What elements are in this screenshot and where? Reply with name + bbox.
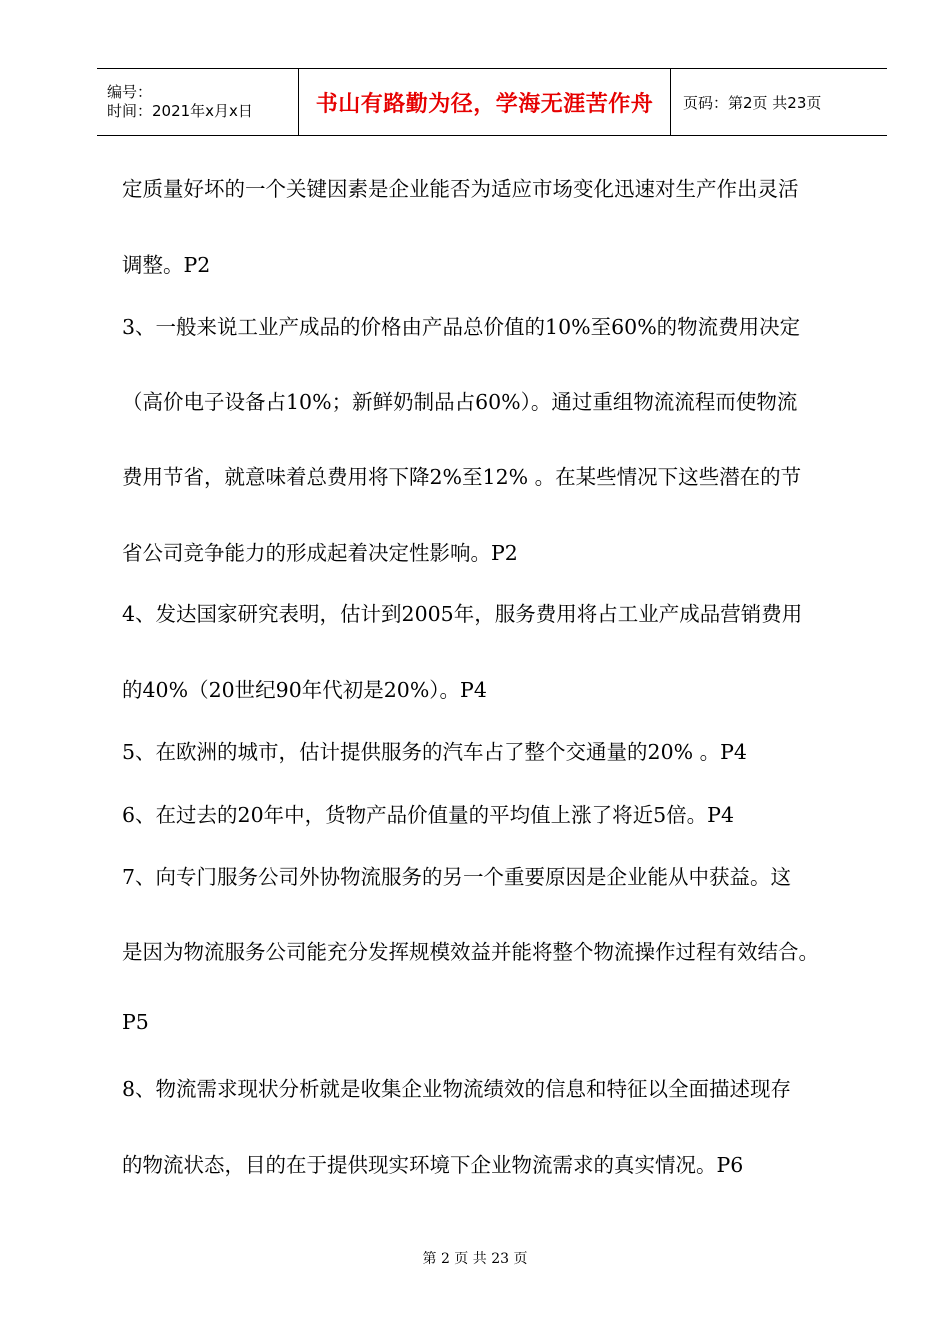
body-line: 是因为物流服务公司能充分发挥规模效益并能将整个物流操作过程有效结合。: [122, 940, 819, 964]
body-line: P5: [122, 1010, 149, 1034]
body-line: 5、在欧洲的城市，估计提供服务的汽车占了整个交通量的20% 。P4: [122, 740, 747, 764]
body-line: 3、一般来说工业产成品的价格由产品总价值的10%至60%的物流费用决定: [122, 315, 801, 339]
document-header: [97, 68, 887, 136]
body-line: 的物流状态，目的在于提供现实环境下企业物流需求的真实情况。P6: [122, 1153, 744, 1177]
body-line: 定质量好坏的一个关键因素是企业能否为适应市场变化迅速对生产作出灵活: [122, 177, 799, 201]
body-line: 7、向专门服务公司外协物流服务的另一个重要原因是企业能从中获益。这: [122, 865, 792, 889]
body-line: 4、发达国家研究表明，估计到2005年，服务费用将占工业产成品营销费用: [122, 602, 803, 626]
header-page-info-cell: [671, 69, 887, 135]
header-motto-cell: [298, 69, 671, 135]
time-label: 时间：2021年x月x日: [107, 102, 253, 120]
body-line: 费用节省，就意味着总费用将下降2%至12% 。在某些情况下这些潜在的节: [122, 465, 802, 489]
body-line: 8、物流需求现状分析就是收集企业物流绩效的信息和特征以全面描述现存: [122, 1077, 792, 1101]
page-footer: 第 2 页 共 23 页: [422, 1251, 528, 1267]
number-label: 编号：: [107, 83, 153, 101]
body-line: 省公司竞争能力的形成起着决定性影响。P2: [122, 541, 518, 565]
body-line: （高价电子设备占10%；新鲜奶制品占60%）。通过重组物流流程而使物流: [122, 390, 798, 414]
header-motto: 书山有路勤为径，学海无涯苦作舟: [315, 91, 654, 117]
body-line: 6、在过去的20年中，货物产品价值量的平均值上涨了将近5倍。P4: [122, 803, 735, 827]
body-line: 调整。P2: [122, 253, 211, 277]
header-meta: [97, 69, 298, 135]
body-line: 的40%（20世纪90年代初是20%）。P4: [122, 678, 487, 702]
header-page-info: 页码：第2页 共23页: [683, 93, 822, 112]
